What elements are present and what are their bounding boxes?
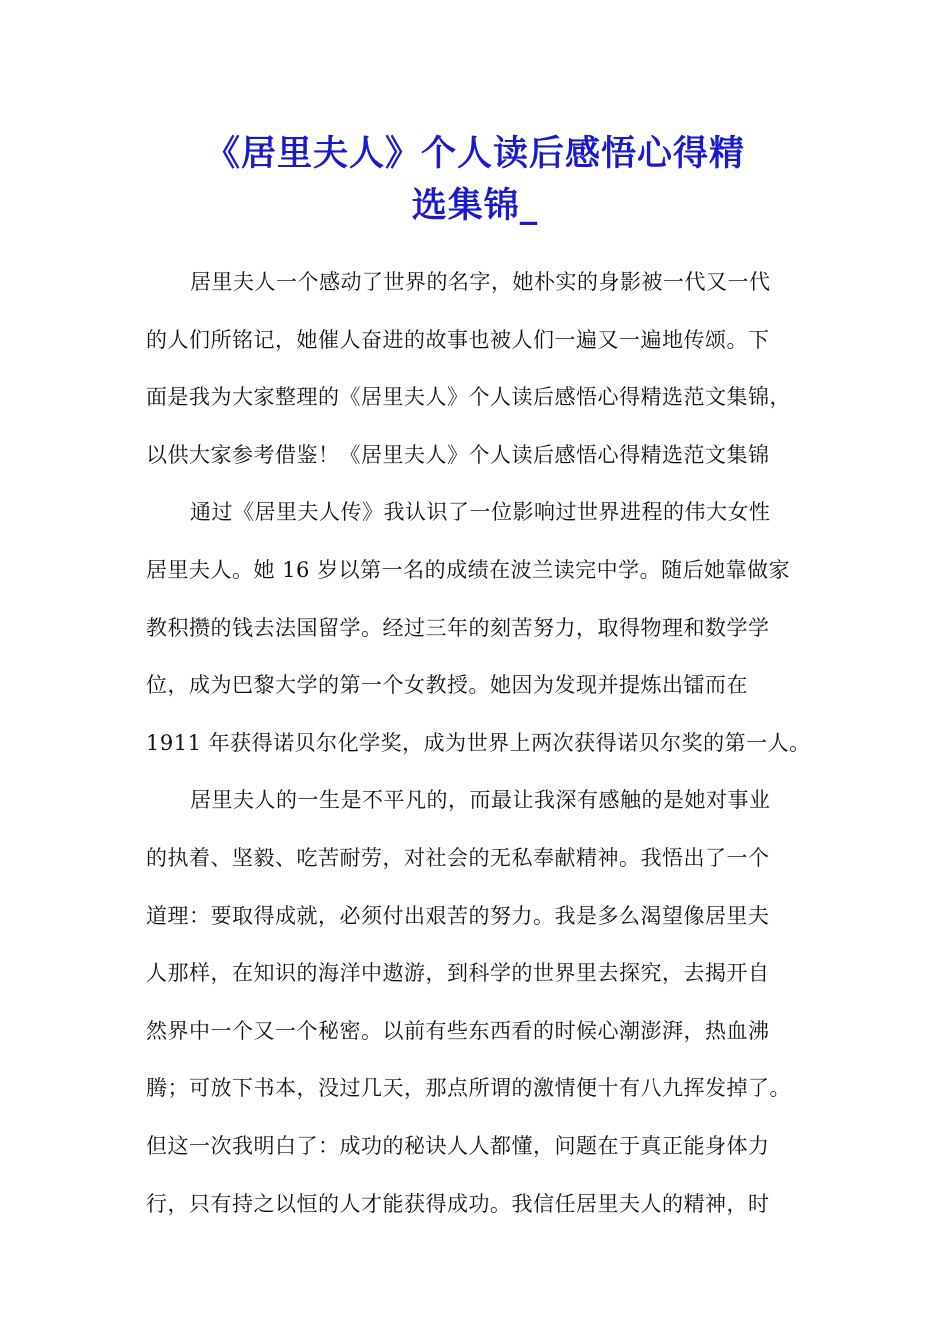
text-line: 行，只有持之以恒的人才能获得成功。我信任居里夫人的精神，时: [146, 1191, 770, 1216]
text-line: 居里夫人。她 16 岁以第一名的成绩在波兰读完中学。随后她靠做家: [146, 557, 791, 582]
text-line: 的人们所铭记，她催人奋进的故事也被人们一遍又一遍地传颂。下: [146, 327, 770, 352]
title-line-1: 《居里夫人》个人读后感悟心得精: [204, 134, 745, 174]
text-line: 腾；可放下书本，没过几天，那点所谓的激情便十有八九挥发掉了。: [146, 1076, 791, 1101]
paragraph-biography: [146, 492, 826, 780]
title-line-2: 选集锦_: [411, 186, 539, 226]
text-line: 但这一次我明白了：成功的秘诀人人都懂，问题在于真正能身体力: [146, 1133, 770, 1158]
text-line: 然界中一个又一个秘密。以前有些东西看的时候心潮澎湃，热血沸: [146, 1018, 770, 1043]
text-line: 的执着、坚毅、吃苦耐劳，对社会的无私奉献精神。我悟出了一个: [146, 845, 770, 870]
text-line: 通过《居里夫人传》我认识了一位影响过世界进程的伟大女性: [190, 500, 771, 525]
paragraph-intro: [146, 262, 826, 492]
document-title: [120, 128, 830, 232]
text-line: 1911 年获得诺贝尔化学奖，成为世界上两次获得诺贝尔奖的第一人。: [146, 730, 811, 755]
text-line: 教积攒的钱去法国留学。经过三年的刻苦努力，取得物理和数学学: [146, 615, 770, 640]
text-line: 人那样，在知识的海洋中遨游，到科学的世界里去探究，去揭开自: [146, 961, 770, 986]
text-line: 居里夫人一个感动了世界的名字，她朴实的身影被一代又一代: [190, 270, 771, 294]
text-line: 居里夫人的一生是不平凡的，而最让我深有感触的是她对事业: [190, 788, 771, 813]
text-line: 道理：要取得成就，必须付出艰苦的努力。我是多么渴望像居里夫: [146, 903, 770, 928]
text-line: 位，成为巴黎大学的第一个女教授。她因为发现并提炼出镭而在: [146, 673, 748, 698]
document-body: [146, 262, 826, 1241]
paragraph-reflection: [146, 780, 826, 1241]
text-line: 以供大家参考借鉴！《居里夫人》个人读后感悟心得精选范文集锦: [146, 442, 770, 467]
text-line: 面是我为大家整理的《居里夫人》个人读后感悟心得精选范文集锦，: [146, 385, 791, 410]
